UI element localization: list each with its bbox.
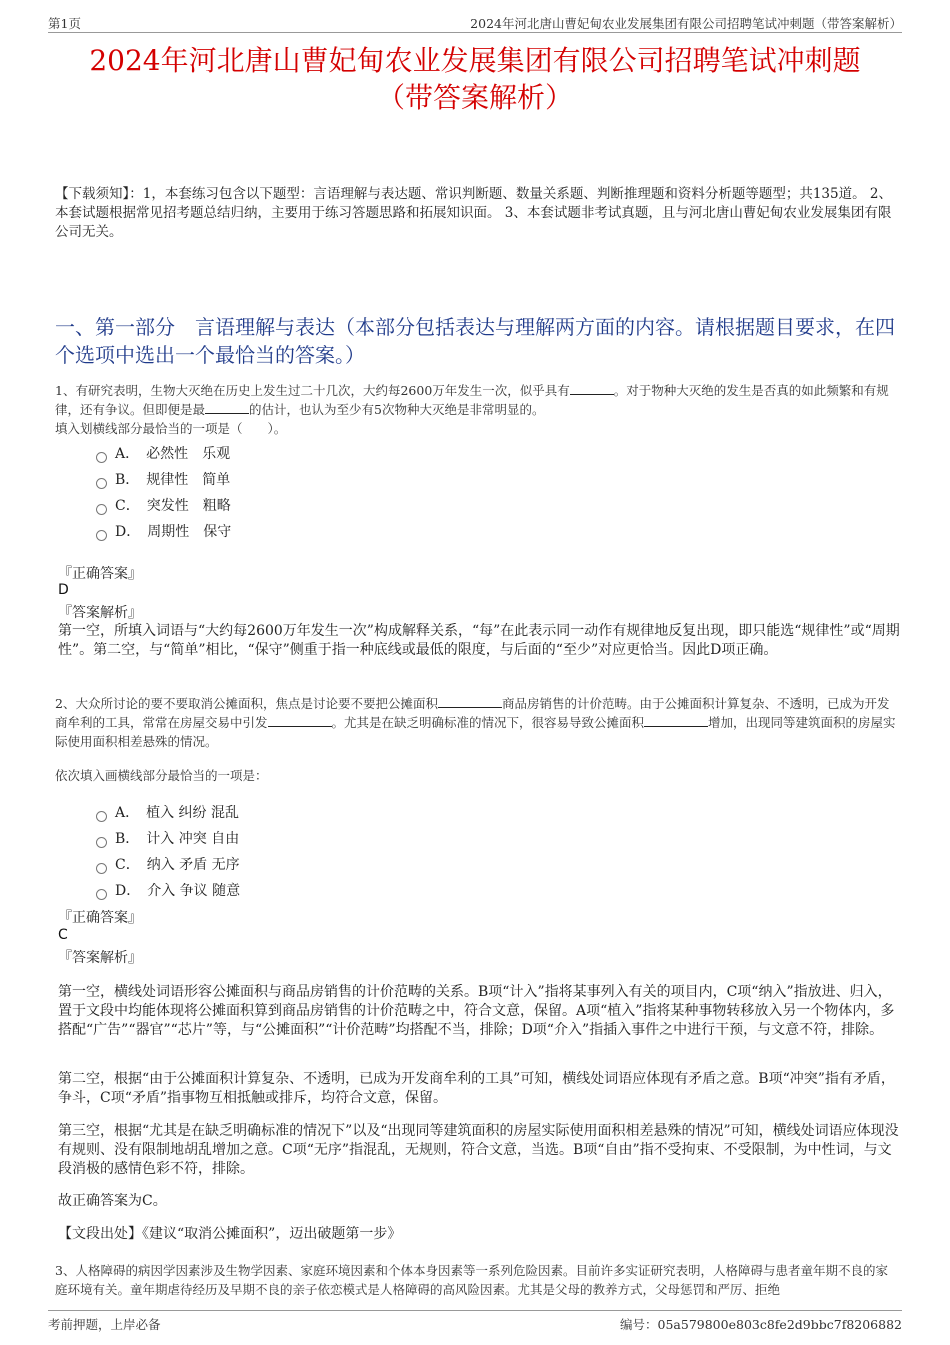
q1-prompt: 填入划横线部分最恰当的一项是（ ）。 (55, 421, 287, 436)
q2-analysis-label: 『答案解析』 (58, 950, 142, 966)
page-number: 第1页 (48, 16, 81, 31)
header-doc-title: 2024年河北唐山曹妃甸农业发展集团有限公司招聘笔试冲刺题（带答案解析） (470, 16, 902, 31)
radio-icon[interactable] (96, 811, 107, 822)
blank-line (644, 714, 708, 727)
q2-text-part4: 增加，出现同等建筑面积的房屋实际使用面积相差悬殊的情况。 (55, 715, 896, 749)
q1-analysis-label: 『答案解析』 (58, 605, 142, 621)
question-2-options (96, 800, 240, 904)
q2-analysis-blank3: 第三空，根据“尤其是在缺乏明确标准的情况下”以及“出现同等建筑面积的房屋实际使用面积相差悬殊的情况”可知，横线处词语应体现没有规则、没有限制地胡乱增加之意。C项“无序”指混乱，无规则，符合文意，当选。B项“自由”指不受拘束、不受限制，为中性词，与文段消极的感情色彩不符，排除。 (58, 1123, 899, 1177)
q1-option-c[interactable]: C． 突发性 粗略 (96, 493, 231, 519)
download-notice: 【下载须知】：1，本套练习包含以下题型：言语理解与表达题、常识判断题、数量关系题、判断推理题和资料分析题等题型；共135道。 2、本套试题根据常见招考题总结归纳，主要用于练习答题思路和拓展知识面。 3、本套试题非考试真题，且与河北唐山曹妃甸农业发展集团有限公司无关。 (55, 186, 892, 240)
question-1-stem (55, 381, 900, 438)
radio-icon[interactable] (96, 837, 107, 848)
q2-analysis-blank1: 第一空，横线处词语形容公摊面积与商品房销售的计价范畴的关系。B项“计入”指将某事列入有关的项目内，C项“纳入”指放进、归入，置于文段中均能体现将公摊面积算到商品房销售的计价范畴之中，符合文意，保留。A项“植入”指将某种事物转移放入另一个物体内，多搭配“广告”“器官”“芯片”等，与“公摊面积”“计价范畴”均搭配不当，排除；D项“介入”指插入事件之中进行干预，与文意不符，排除。 (58, 984, 895, 1038)
radio-icon[interactable] (96, 452, 107, 463)
blank-line (570, 382, 614, 395)
q1-text-part1: 1、有研究表明，生物大灭绝在历史上发生过二十几次，大约每2600万年发生一次，似乎具有 (55, 383, 570, 398)
document-title (40, 42, 910, 116)
footer-slogan: 考前押题，上岸必备 (48, 1317, 161, 1332)
q1-text-part3: 的估计，也认为至少有5次物种大灭绝是非常明显的。 (249, 402, 545, 417)
q1-option-b[interactable]: B． 规律性 简单 (96, 467, 231, 493)
q2-source: 【文段出处】《建议“取消公摊面积”，迈出破题第一步》 (58, 1226, 402, 1242)
radio-icon[interactable] (96, 504, 107, 515)
q2-answer-label: 『正确答案』 (58, 910, 142, 926)
q1-analysis: 第一空，所填入词语与“大约每2600万年发生一次”构成解释关系，“每”在此表示同一动作有规律地反复出现，即只能选“规律性”或“周期性”。第二空，与“简单”相比，“保守”侧重于指一种底线或最低的限度，与后面的“至少”对应更恰当。因此D项正确。 (58, 623, 900, 658)
question-2-stem (55, 694, 900, 751)
page-footer (48, 1310, 902, 1331)
q2-text-part3: 。尤其是在缺乏明确标准的情况下，很容易导致公摊面积 (331, 715, 645, 730)
blank-line (438, 695, 502, 708)
q2-option-c[interactable]: C． 纳入 矛盾 无序 (96, 852, 240, 878)
radio-icon[interactable] (96, 889, 107, 900)
q2-analysis-blank2: 第二空，根据“由于公摊面积计算复杂、不透明，已成为开发商牟利的工具”可知，横线处词语应体现有矛盾之意。B项“冲突”指有矛盾，争斗，C项“矛盾”指事物互相抵触或排斥，均符合文意，保留。 (58, 1071, 895, 1106)
blank-line (205, 401, 249, 414)
radio-icon[interactable] (96, 478, 107, 489)
blank-line (268, 714, 332, 727)
radio-icon[interactable] (96, 863, 107, 874)
q2-analysis-conclusion: 故正确答案为C。 (58, 1193, 167, 1209)
page-header (48, 12, 902, 33)
q1-option-d[interactable]: D． 周期性 保守 (96, 519, 231, 545)
q2-prompt: 依次填入画横线部分最恰当的一项是： (55, 768, 268, 783)
section-heading: 一、第一部分 言语理解与表达（本部分包括表达与理解两方面的内容。请根据题目要求，在四个选项中选出一个最恰当的答案。） (55, 315, 895, 367)
q2-text-part1: 2、大众所讨论的要不要取消公摊面积，焦点是讨论要不要把公摊面积 (55, 696, 438, 711)
question-3-stem: 3、人格障碍的病因学因素涉及生物学因素、家庭环境因素和个体本身因素等一系列危险因素。目前许多实证研究表明，人格障碍与患者童年期不良的家庭环境有关。童年期虐待经历及早期不良的亲子依恋模式是人格障碍的高风险因素。尤其是父母的教养方式，父母惩罚和严厉、拒绝 (55, 1263, 888, 1297)
document-title-line1: 2024年河北唐山曹妃甸农业发展集团有限公司招聘笔试冲刺题 (89, 44, 861, 77)
footer-serial: 编号：05a579800e803c8fe2d9bbc7f8206882 (620, 1317, 902, 1332)
q1-answer-label: 『正确答案』 (58, 566, 142, 582)
q2-text-part2: 商品房销售的计价范畴。由于公摊面积计算复杂、不透明，已成为开发商牟利的工具，常常在房屋交易中引发 (55, 696, 890, 730)
q1-text-part2: 。对于物种大灭绝的发生是否真的如此频繁和有规律，还有争议。但即便是最 (55, 383, 889, 417)
question-1-options (96, 441, 231, 545)
q1-option-a[interactable]: A． 必然性 乐观 (96, 441, 231, 467)
document-title-line2: （带答案解析） (376, 81, 573, 114)
q2-option-a[interactable]: A． 植入 纠纷 混乱 (96, 800, 240, 826)
q2-option-b[interactable]: B． 计入 冲突 自由 (96, 826, 240, 852)
q1-answer: D (58, 582, 69, 598)
q2-option-d[interactable]: D． 介入 争议 随意 (96, 878, 240, 904)
q2-answer: C (58, 927, 68, 943)
radio-icon[interactable] (96, 530, 107, 541)
